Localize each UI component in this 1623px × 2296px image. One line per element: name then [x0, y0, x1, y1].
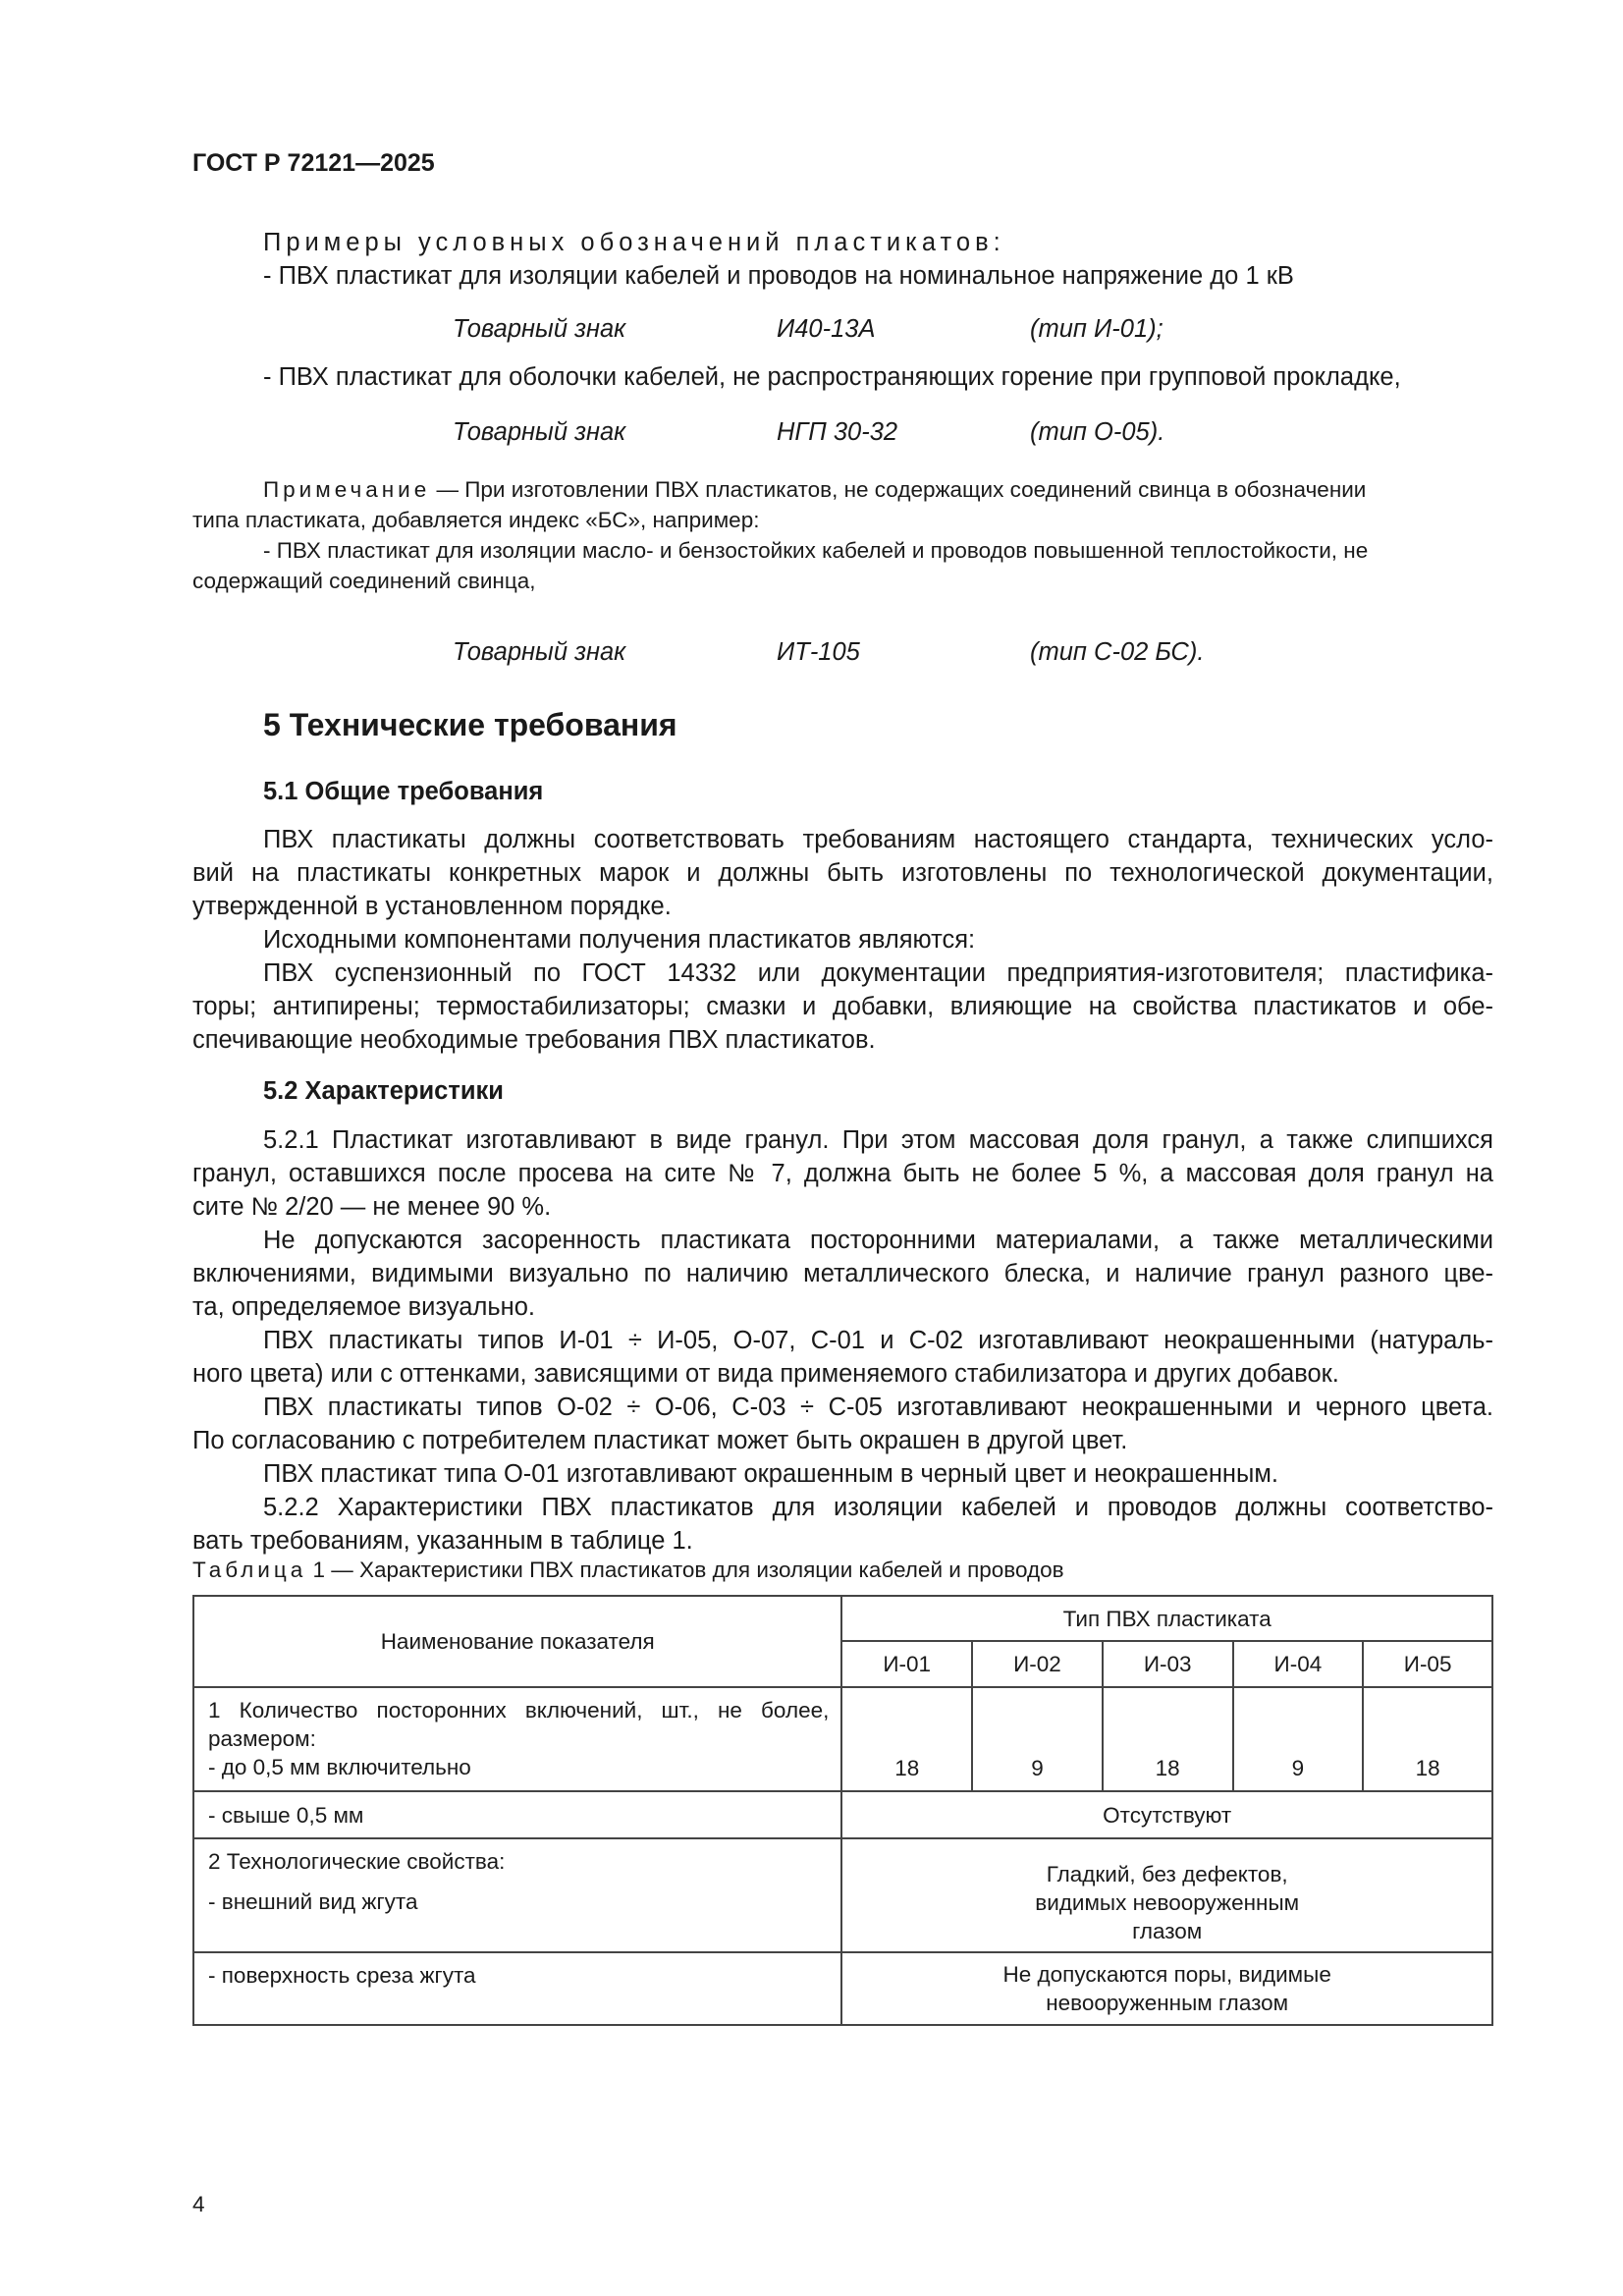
subsection-title: 5.1 Общие требования — [263, 778, 544, 805]
paragraph-line: ПВХ суспензионный по ГОСТ 14332 или документации предприятия-изготовителя; пластифика- — [263, 959, 1493, 987]
subsection-title: 5.2 Характеристики — [263, 1077, 504, 1105]
row-label-line: размером: — [208, 1726, 316, 1751]
table-caption-text: 1 — Характеристики ПВХ пластикатов для изоляции кабелей и проводов — [312, 1558, 1064, 1582]
paragraph-line: Исходными компонентами получения пластикатов являются: — [263, 926, 976, 954]
row-value: Гладкий, без дефектов, видимых невооруженным глазом — [841, 1838, 1492, 1952]
paragraph-line: ПВХ пластикат типа О-01 изготавливают окрашенным в черный цвет и неокрашенным. — [263, 1460, 1278, 1488]
table-row — [193, 1791, 1492, 1838]
row-value: 9 — [1233, 1687, 1364, 1791]
note-line-3: - ПВХ пластикат для изоляции масло- и бензостойких кабелей и проводов повышенной теплостойкости, не — [263, 538, 1369, 563]
row-label: - свыше 0,5 мм — [193, 1791, 841, 1838]
column-header-name: Наименование показателя — [193, 1596, 841, 1687]
paragraph-line: спечивающие необходимые требования ПВХ пластикатов. — [192, 1026, 876, 1054]
note-label: Примечание — [263, 477, 431, 502]
paragraph-line: ПВХ пластикаты типов О-02 ÷ О-06, С-03 ÷ С-05 изготавливают неокрашенными и черного цвета. — [263, 1394, 1493, 1421]
row-label-line: 2 Технологические свойства: — [208, 1849, 506, 1874]
paragraph-line: включениями, видимыми визуально по наличию металлического блеска, и наличие гранул разного цве- — [192, 1260, 1493, 1287]
row-label-line: 1 Количество посторонних включений, шт., не более, — [208, 1698, 830, 1722]
column-header-type: И-02 — [972, 1641, 1103, 1687]
row-label-line: - до 0,5 мм включительно — [208, 1755, 471, 1779]
paragraph-line: 5.2.2 Характеристики ПВХ пластикатов для изоляции кабелей и проводов должны соответство- — [263, 1494, 1493, 1521]
row-value: Не допускаются поры, видимые невооруженным глазом — [841, 1952, 1492, 2025]
trademark-code: НГП 30-32 — [777, 418, 898, 446]
example-item-2: - ПВХ пластикат для оболочки кабелей, не распространяющих горение при групповой прокладке, — [263, 363, 1401, 391]
section-title: 5 Технические требования — [263, 707, 677, 742]
paragraph-line: утвержденной в установленном порядке. — [192, 893, 672, 920]
characteristics-table — [192, 1595, 1493, 2026]
paragraph-line: ного цвета) или с оттенками, зависящими от вида применяемого стабилизатора и других добавок. — [192, 1360, 1339, 1388]
paragraph-line: По согласованию с потребителем пластикат может быть окрашен в другой цвет. — [192, 1427, 1128, 1454]
row-value: 18 — [841, 1687, 972, 1791]
paragraph-line: ПВХ пластикаты типов И-01 ÷ И-05, О-07, С-01 и С-02 изготавливают неокрашенными (натураль- — [263, 1327, 1493, 1354]
row-label: - поверхность среза жгута — [193, 1952, 841, 2025]
trademark-label: Товарный знак — [453, 638, 626, 666]
page-number: 4 — [192, 2192, 205, 2216]
table-caption — [192, 1556, 1064, 1585]
trademark-label: Товарный знак — [453, 315, 626, 343]
trademark-type: (тип С-02 БС). — [1030, 638, 1205, 666]
examples-title: Примеры условных обозначений пластикатов: — [263, 229, 1005, 256]
column-header-type: И-01 — [841, 1641, 972, 1687]
example-item-1: - ПВХ пластикат для изоляции кабелей и проводов на номинальное напряжение до 1 кВ — [263, 262, 1294, 290]
trademark-type: (тип О-05). — [1030, 418, 1165, 446]
table-row — [193, 1952, 1492, 2025]
paragraph-line: та, определяемое визуально. — [192, 1293, 535, 1321]
paragraph-line: 5.2.1 Пластикат изготавливают в виде гранул. При этом массовая доля гранул, а также слипшихся — [263, 1126, 1493, 1154]
note-line-4: содержащий соединений свинца, — [192, 569, 536, 593]
row-value: 18 — [1363, 1687, 1492, 1791]
column-group-header: Тип ПВХ пластиката — [841, 1596, 1492, 1641]
paragraph-line: гранул, оставшихся после просева на сите № 7, должна быть не более 5 %, а массовая доля гранул на — [192, 1160, 1493, 1187]
trademark-code: ИТ-105 — [777, 638, 860, 666]
row-value: 18 — [1103, 1687, 1233, 1791]
table-header-row — [193, 1596, 1492, 1641]
paragraph-line: вий на пластикаты конкретных марок и должны быть изготовлены по технологической документации, — [192, 859, 1493, 887]
note-line-2: типа пластиката, добавляется индекс «БС», например: — [192, 508, 760, 532]
note-text: — При изготовлении ПВХ пластикатов, не содержащих соединений свинца в обозначении — [436, 477, 1367, 502]
table-caption-label: Таблица — [192, 1558, 307, 1582]
trademark-code: И40-13А — [777, 315, 876, 343]
paragraph-line: торы; антипирены; термостабилизаторы; смазки и добавки, влияющие на свойства пластикатов и обе- — [192, 993, 1493, 1020]
table-row — [193, 1687, 1492, 1791]
paragraph-line: ПВХ пластикаты должны соответствовать требованиям настоящего стандарта, технических усло- — [263, 826, 1493, 853]
document-id: ГОСТ Р 72121—2025 — [192, 149, 435, 177]
paragraph-line: вать требованиям, указанным в таблице 1. — [192, 1527, 693, 1555]
row-label-line: - внешний вид жгута — [208, 1889, 418, 1914]
column-header-type: И-04 — [1233, 1641, 1364, 1687]
trademark-type: (тип И-01); — [1030, 315, 1163, 343]
column-header-type: И-03 — [1103, 1641, 1233, 1687]
note-line-1 — [263, 475, 1366, 505]
row-value: Отсутствуют — [841, 1791, 1492, 1838]
column-header-type: И-05 — [1363, 1641, 1492, 1687]
paragraph-line: сите № 2/20 — не менее 90 %. — [192, 1193, 552, 1221]
trademark-label: Товарный знак — [453, 418, 626, 446]
table-row — [193, 1838, 1492, 1952]
row-value: 9 — [972, 1687, 1103, 1791]
paragraph-line: Не допускаются засоренность пластиката посторонними материалами, а также металлическими — [263, 1227, 1493, 1254]
row-label — [193, 1687, 841, 1791]
row-label — [193, 1838, 841, 1952]
